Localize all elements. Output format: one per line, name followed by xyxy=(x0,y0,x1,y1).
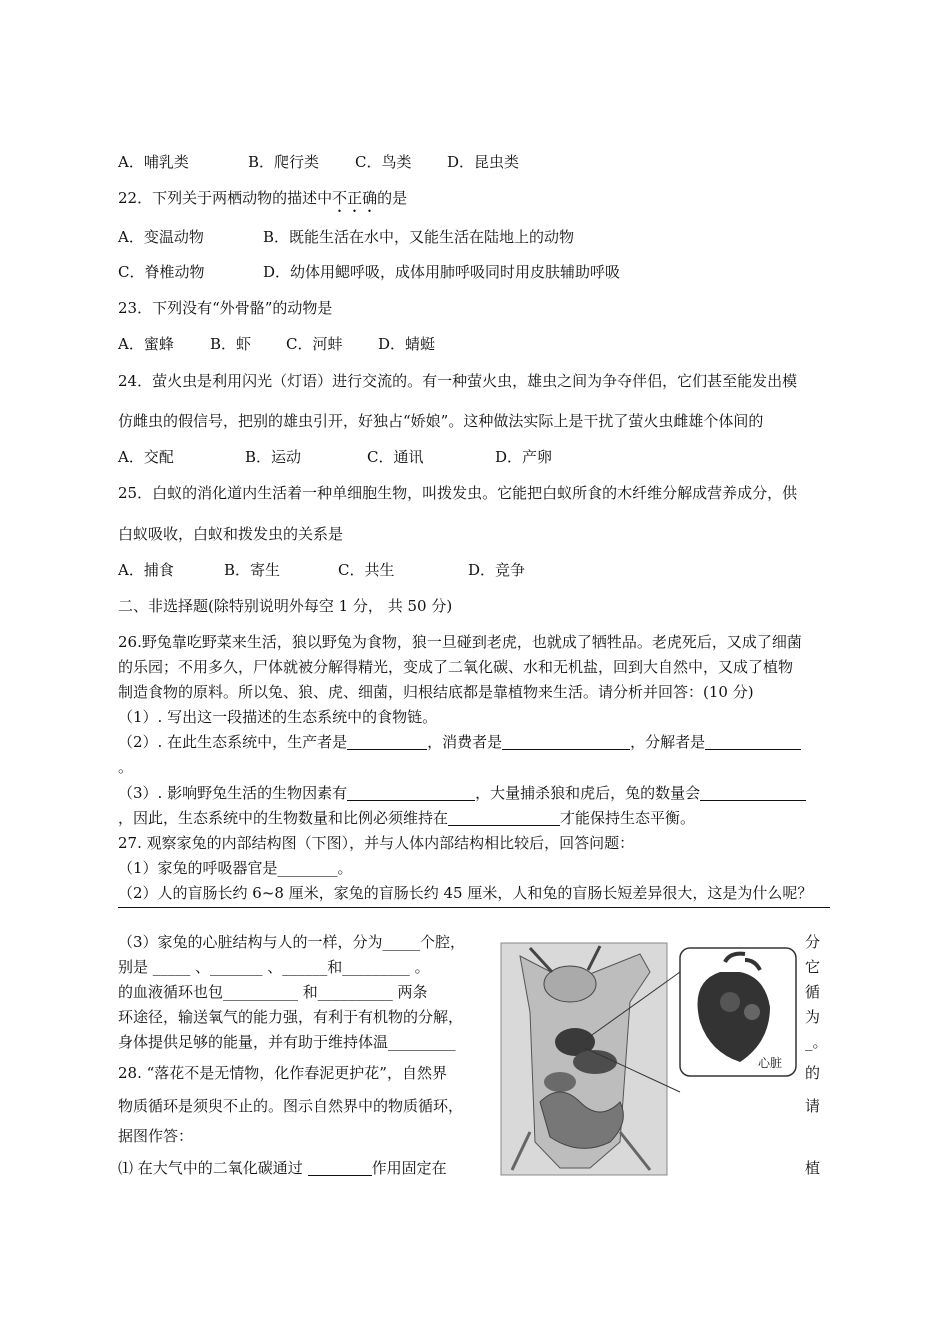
q26-producer-blank[interactable] xyxy=(347,734,427,750)
q26-part3 xyxy=(118,783,806,803)
q23-option-d[interactable]: D．蜻蜓 xyxy=(378,335,436,353)
q27-right-char5: _。 xyxy=(805,1033,828,1051)
q21-option-b[interactable]: B．爬行类 xyxy=(248,153,320,171)
q23-options xyxy=(118,334,435,354)
q27-part1: （1）家兔的呼吸器官是________。 xyxy=(118,859,353,877)
q21-option-d[interactable]: D．昆虫类 xyxy=(447,153,520,171)
q26-line1: 26.野兔靠吃野菜来生活，狼以野兔为食物，狼一旦碰到老虎，也就成了牺牲品。老虎死后，又成了细菌 xyxy=(118,633,802,651)
q27-part3-line3: 的血液循环也包__________ 和__________ 两条 xyxy=(118,983,428,1001)
q26-factor-blank[interactable] xyxy=(347,785,475,801)
section2-title: 二、非选择题(除特别说明外每空 1 分， 共 50 分) xyxy=(118,597,453,615)
q24-option-b[interactable]: B．运动 xyxy=(245,448,302,466)
q23-option-a[interactable]: A．蜜蜂 xyxy=(118,335,174,353)
q26-part3-cont xyxy=(118,808,695,828)
q26-balance-blank[interactable] xyxy=(448,810,560,826)
q24-option-a[interactable]: A．交配 xyxy=(118,448,174,466)
q21-option-a[interactable]: A．哺乳类 xyxy=(118,153,189,171)
q22-options-row2 xyxy=(118,262,620,282)
q22-stem xyxy=(118,188,407,216)
q24-stem-line2: 仿雌虫的假信号，把别的雄虫引开，好独占“娇娘”。这种做法实际上是干扰了萤火虫雌雄个体间的 xyxy=(118,412,764,430)
q22-options-row1 xyxy=(118,227,574,247)
q26-consumer-blank[interactable] xyxy=(502,734,630,750)
q26-decomposer-blank[interactable] xyxy=(705,734,801,750)
q26-line3: 制造食物的原料。所以兔、狼、虎、细菌，归根结底都是靠植物来生活。请分析并回答：(10 分) xyxy=(118,683,754,701)
q21-options xyxy=(118,152,519,172)
q28-right-char4: 植 xyxy=(805,1159,821,1177)
q25-option-c[interactable]: C．共生 xyxy=(338,561,395,579)
q23-option-b[interactable]: B．虾 xyxy=(210,335,252,353)
q24-option-d[interactable]: D．产卵 xyxy=(495,448,553,466)
q23-option-c[interactable]: C．河蚌 xyxy=(286,335,343,353)
q22-option-b[interactable]: B．既能生活在水中，又能生活在陆地上的动物 xyxy=(263,228,575,246)
q24-stem-line1: 24．萤火虫是利用闪光（灯语）进行交流的。有一种萤火虫，雄虫之间为争夺伴侣，它们甚至能发出模 xyxy=(118,372,798,390)
rabbit-anatomy-figure xyxy=(500,942,800,1178)
q27-stem: 27. 观察家兔的内部结构图（下图），并与人体内部结构相比较后，回答问题： xyxy=(118,834,635,852)
q28-process-blank[interactable] xyxy=(308,1160,372,1176)
q25-stem-line1: 25．白蚁的消化道内生活着一种单细胞生物，叫拨发虫。它能把白蚁所食的木纤维分解成营养成分，供 xyxy=(118,484,798,502)
q25-option-b[interactable]: B．寄生 xyxy=(224,561,281,579)
q25-option-a[interactable]: A．捕食 xyxy=(118,561,174,579)
q26-part3-end: 才能保持生态平衡。 xyxy=(560,809,696,827)
q22-option-d[interactable]: D．幼体用鳃呼吸，成体用肺呼吸同时用皮肤辅助呼吸 xyxy=(263,263,621,281)
q25-stem-line2: 白蚁吸收，白蚁和拨发虫的关系是 xyxy=(118,525,344,543)
q28-right-char1: 的 xyxy=(805,1064,821,1082)
q27-right-char2: 它 xyxy=(805,958,821,976)
q26-count-blank[interactable] xyxy=(700,785,806,801)
q28-line3: 据图作答： xyxy=(118,1127,194,1145)
q26-part3-factor-label: （3）. 影响野兔生活的生物因素有 xyxy=(118,784,348,802)
q26-part2-decomposer-label: ，分解者是 xyxy=(630,733,706,751)
q27-right-char1: 分 xyxy=(805,933,821,951)
q27-right-char4: 为 xyxy=(805,1008,821,1026)
q28-part1-label: ⑴ 在大气中的二氧化碳通过 xyxy=(118,1159,303,1177)
q24-option-c[interactable]: C．通讯 xyxy=(367,448,424,466)
q22-option-c[interactable]: C．脊椎动物 xyxy=(118,263,205,281)
q27-right-char3: 循 xyxy=(805,983,821,1001)
q27-part2: （2）人的盲肠长约 6~8 厘米，家兔的盲肠长约 45 厘米，人和兔的盲肠长短差异很大，这是为什么呢？ xyxy=(118,884,813,902)
q26-part2-consumer-label: ，消费者是 xyxy=(427,733,503,751)
q27-part3-line2: 别是 _____ 、_______ 、______和_________ 。 xyxy=(118,958,430,976)
q26-part3-count-label: ，大量捕杀狼和虎后，兔的数量会 xyxy=(475,784,701,802)
q22-stem-post: 的是 xyxy=(377,189,408,207)
q22-stem-emphasis: 不正确 xyxy=(332,189,378,207)
q23-stem: 23．下列没有“外骨骼”的动物是 xyxy=(118,299,333,317)
q26-part2-end: 。 xyxy=(118,758,134,776)
q28-part1-cont: 作用固定在 xyxy=(371,1159,447,1177)
q27-part3-line1: （3）家兔的心脏结构与人的一样，分为_____个腔， xyxy=(118,933,466,951)
q25-options xyxy=(118,560,525,580)
q24-options xyxy=(118,447,552,467)
q28-line1: 28. “落花不是无情物，化作春泥更护花”，自然界 xyxy=(118,1064,447,1082)
q27-part3-line4: 环途径，输送氧气的能力强，有利于有机物的分解， xyxy=(118,1008,464,1026)
q25-option-d[interactable]: D．竞争 xyxy=(468,561,526,579)
q26-part2 xyxy=(118,732,801,752)
q28-line2: 物质循环是须臾不止的。图示自然界中的物质循环， xyxy=(118,1097,464,1115)
q27-part3-line5: 身体提供足够的能量，并有助于维持体温_________ xyxy=(118,1033,456,1051)
q26-part2-producer-label: （2）. 在此生态系统中，生产者是 xyxy=(118,733,348,751)
q26-part3-balance-label: ，因此，生态系统中的生物数量和比例必须维持在 xyxy=(118,809,449,827)
q22-option-a[interactable]: A．变温动物 xyxy=(118,228,204,246)
rabbit-anatomy-illustration xyxy=(500,942,800,1178)
q26-line2: 的乐园；不用多久，尸体就被分解得精光，变成了二氧化碳、水和无机盐，回到大自然中，又成了植物 xyxy=(118,658,794,676)
q28-part1 xyxy=(118,1158,447,1178)
answer-line[interactable] xyxy=(118,907,830,908)
q22-stem-pre: 22．下列关于两栖动物的描述中 xyxy=(118,189,333,207)
q21-option-c[interactable]: C．鸟类 xyxy=(355,153,412,171)
heart-label: 心脏 xyxy=(758,1056,783,1070)
q28-right-char2: 请 xyxy=(805,1097,821,1115)
q26-part1: （1）. 写出这一段描述的生态系统中的食物链。 xyxy=(118,708,438,726)
